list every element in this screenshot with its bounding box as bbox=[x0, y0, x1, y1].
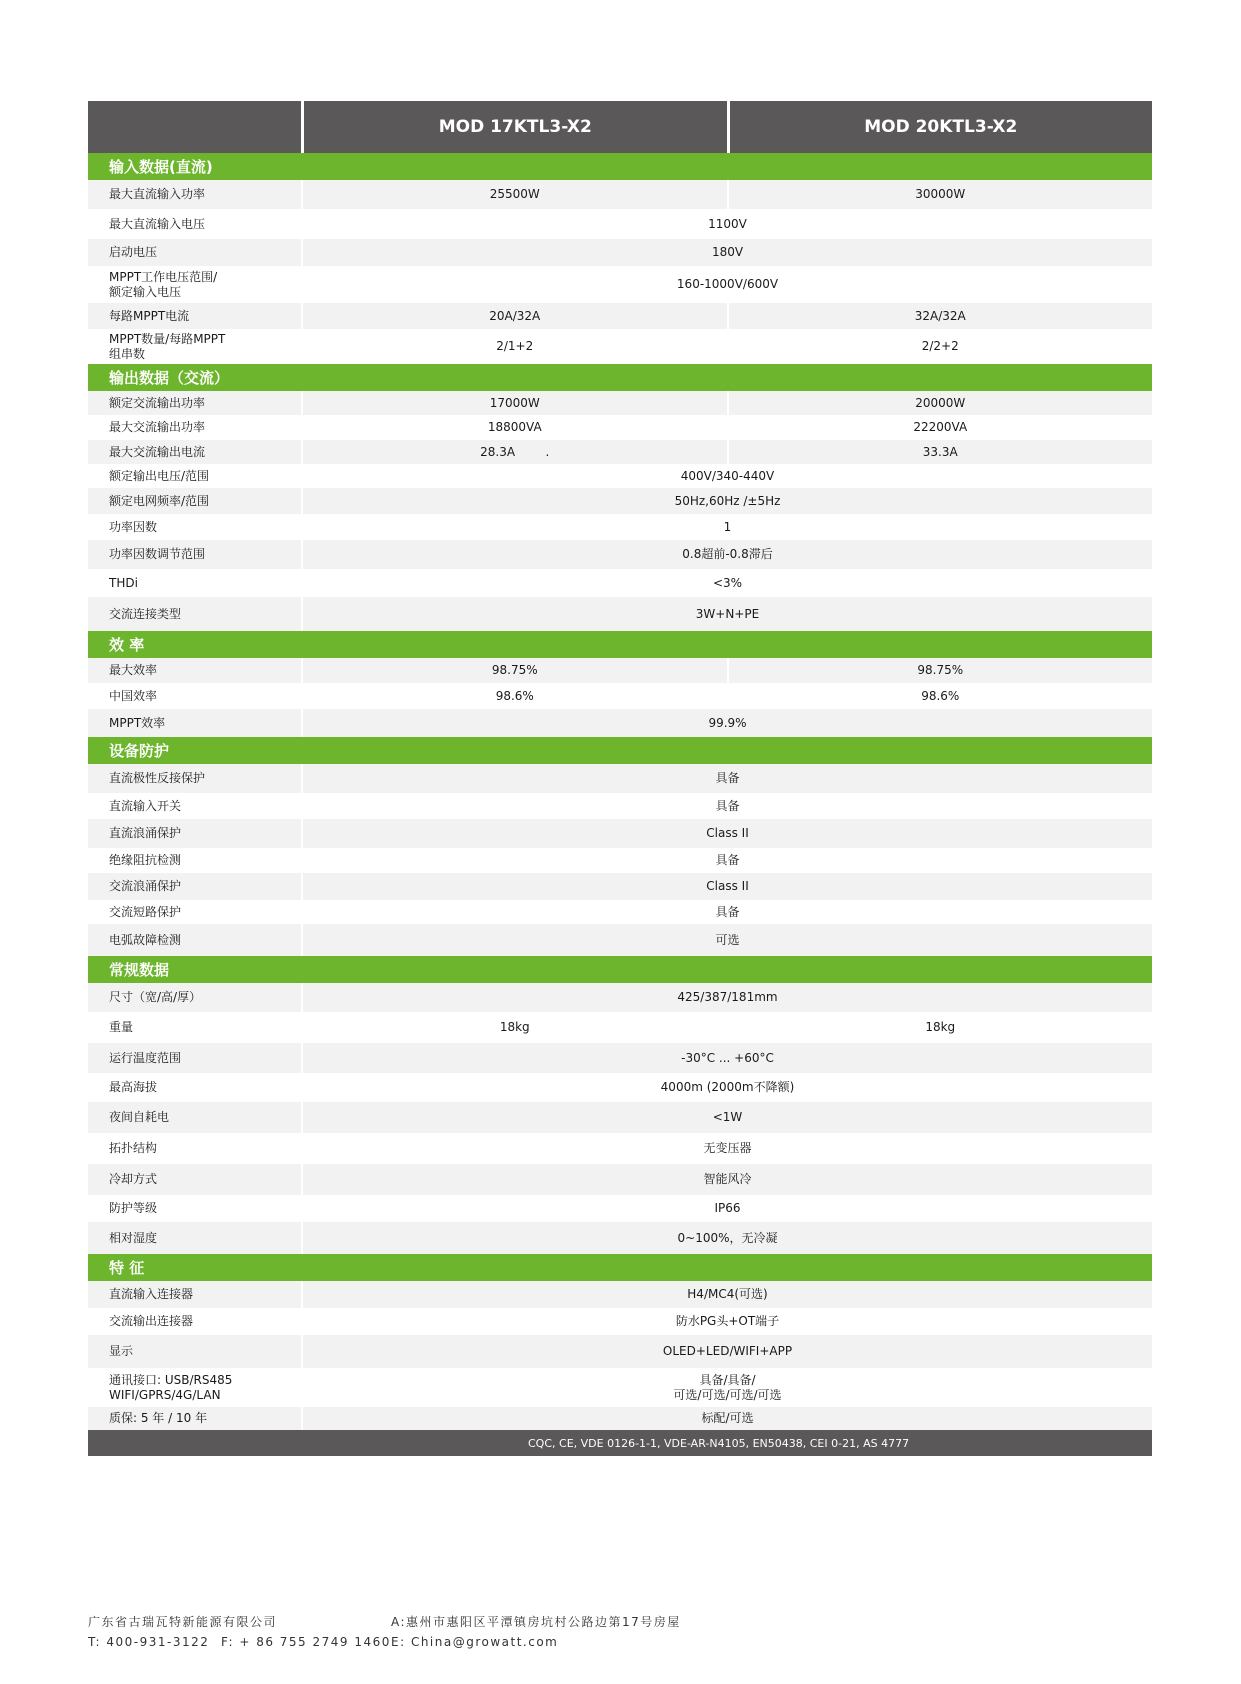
spec-label bbox=[88, 569, 301, 597]
spec-row bbox=[88, 1368, 1152, 1407]
spec-value-shared bbox=[301, 488, 1152, 514]
spec-label bbox=[88, 924, 301, 956]
spec-value-line: 180V bbox=[711, 245, 744, 259]
spec-label-line: 额定输入电压 bbox=[109, 284, 182, 299]
header-blank-cell bbox=[88, 101, 301, 153]
spec-value-line: 50Hz,60Hz /±5Hz bbox=[674, 493, 781, 508]
spec-label bbox=[88, 266, 301, 303]
page-footer bbox=[88, 1612, 681, 1652]
spec-label bbox=[88, 1222, 301, 1254]
spec-label-line: MPPT工作电压范围/ bbox=[109, 269, 218, 284]
spec-value-shared bbox=[301, 709, 1152, 737]
spec-value-shared bbox=[301, 514, 1152, 540]
spec-label bbox=[88, 873, 301, 900]
spec-sections bbox=[88, 153, 1152, 1430]
spec-label-line: 绝缘阻抗检测 bbox=[109, 853, 182, 867]
spec-value: 18800VA bbox=[301, 415, 727, 440]
spec-value: 30000W bbox=[727, 180, 1153, 209]
spec-value-shared bbox=[301, 1102, 1152, 1133]
spec-row bbox=[88, 793, 1152, 819]
spec-label-line: THDi bbox=[109, 575, 138, 590]
phone-number: T: 400-931-3122 bbox=[88, 1635, 210, 1649]
spec-label-line: 运行温度范围 bbox=[109, 1050, 182, 1065]
spec-label-line: 中国效率 bbox=[109, 688, 158, 703]
spec-row bbox=[88, 819, 1152, 848]
spec-value-line: 标配/可选 bbox=[701, 1411, 754, 1425]
spec-label-line: 防护等级 bbox=[109, 1201, 158, 1215]
spec-row bbox=[88, 983, 1152, 1012]
spec-value-line: 可选/可选/可选/可选 bbox=[673, 1387, 782, 1402]
spec-label-line: 直流输入连接器 bbox=[109, 1287, 194, 1301]
spec-row bbox=[88, 873, 1152, 900]
spec-label bbox=[88, 658, 301, 683]
spec-value: 98.75% bbox=[301, 658, 727, 683]
spec-row bbox=[88, 658, 1152, 683]
spec-row bbox=[88, 1133, 1152, 1164]
spec-label bbox=[88, 303, 301, 329]
spec-value-shared bbox=[301, 1335, 1152, 1368]
spec-label bbox=[88, 1164, 301, 1195]
spec-label bbox=[88, 440, 301, 464]
spec-label-line: 直流输入开关 bbox=[109, 798, 182, 813]
spec-row bbox=[88, 540, 1152, 569]
spec-label bbox=[88, 1043, 301, 1073]
spec-row bbox=[88, 1073, 1152, 1102]
spec-label-line: 直流浪涌保护 bbox=[109, 826, 182, 840]
spec-row bbox=[88, 1164, 1152, 1195]
spec-value-shared bbox=[301, 873, 1152, 900]
spec-row bbox=[88, 266, 1152, 303]
spec-label bbox=[88, 983, 301, 1012]
spec-label bbox=[88, 1335, 301, 1368]
spec-value-shared bbox=[301, 1043, 1152, 1073]
spec-label bbox=[88, 709, 301, 737]
spec-label bbox=[88, 848, 301, 873]
spec-row bbox=[88, 1043, 1152, 1073]
spec-label bbox=[88, 1407, 301, 1430]
spec-value-line: 无变压器 bbox=[703, 1141, 752, 1155]
spec-label-line: 显示 bbox=[109, 1344, 134, 1358]
spec-value-shared bbox=[301, 1222, 1152, 1254]
spec-value: 28.3A . bbox=[301, 440, 727, 464]
spec-value: 33.3A bbox=[727, 440, 1153, 464]
spec-value: 20A/32A bbox=[301, 303, 727, 329]
spec-value-line: Class II bbox=[706, 826, 749, 840]
spec-value-shared bbox=[301, 239, 1152, 266]
certifications-text: CQC, CE, VDE 0126-1-1, VDE-AR-N4105, EN50438, CEI 0-21, AS 4777 bbox=[528, 1436, 910, 1450]
fax-number: F: + 86 755 2749 1460 bbox=[221, 1635, 391, 1649]
spec-value-line: 160-1000V/600V bbox=[676, 277, 779, 291]
spec-label-line: 交流输出连接器 bbox=[109, 1314, 194, 1328]
spec-label-line: 最高海拔 bbox=[109, 1080, 158, 1094]
spec-label-line: 冷却方式 bbox=[109, 1172, 158, 1186]
spec-value-line: 99.9% bbox=[708, 715, 747, 730]
spec-label-line: 直流极性反接保护 bbox=[109, 771, 206, 785]
spec-label bbox=[88, 1195, 301, 1222]
spec-label bbox=[88, 415, 301, 440]
section-header: 特 征 bbox=[88, 1254, 1152, 1281]
spec-label bbox=[88, 793, 301, 819]
spec-value: 22200VA bbox=[727, 415, 1153, 440]
spec-value-line: 4000m (2000m不降额) bbox=[660, 1080, 795, 1094]
spec-value-line: H4/MC4(可选) bbox=[687, 1287, 768, 1301]
spec-label-line: 额定输出电压/范围 bbox=[109, 468, 210, 483]
spec-value-line: 防水PG头+OT端子 bbox=[675, 1314, 780, 1328]
spec-value-shared bbox=[301, 1407, 1152, 1430]
spec-label-line: 最大直流输入功率 bbox=[109, 187, 206, 201]
spec-label bbox=[88, 488, 301, 514]
spec-value-line: 1100V bbox=[708, 216, 747, 231]
spec-row bbox=[88, 569, 1152, 597]
spec-value-shared bbox=[301, 900, 1152, 924]
spec-value-line: 3W+N+PE bbox=[695, 606, 760, 621]
spec-label-line: 启动电压 bbox=[109, 245, 158, 259]
spec-value-line: 400V/340-440V bbox=[680, 468, 775, 483]
spec-value-shared bbox=[301, 1368, 1152, 1407]
spec-value-shared bbox=[301, 1281, 1152, 1308]
spec-value-line: 0~100%，无冷凝 bbox=[677, 1230, 778, 1245]
spec-row bbox=[88, 1308, 1152, 1335]
spec-value: 17000W bbox=[301, 391, 727, 415]
spec-label-line: 最大效率 bbox=[109, 663, 158, 677]
spec-row bbox=[88, 488, 1152, 514]
spec-row bbox=[88, 1195, 1152, 1222]
spec-value-shared bbox=[301, 569, 1152, 597]
spec-value-line: Class II bbox=[706, 879, 749, 893]
spec-value: 98.6% bbox=[727, 683, 1153, 709]
spec-value-line: 具备 bbox=[715, 771, 740, 785]
spec-value-line: 智能风冷 bbox=[703, 1172, 752, 1186]
spec-value: 2/1+2 bbox=[301, 329, 727, 364]
spec-label bbox=[88, 239, 301, 266]
spec-label bbox=[88, 391, 301, 415]
spec-label-line: 额定交流输出功率 bbox=[109, 395, 206, 410]
spec-row bbox=[88, 764, 1152, 793]
company-address: A:惠州市惠阳区平潭镇房坑村公路边第17号房屋 bbox=[391, 1615, 681, 1629]
spec-label bbox=[88, 540, 301, 569]
spec-value: 18kg bbox=[301, 1012, 727, 1043]
spec-row bbox=[88, 464, 1152, 488]
spec-row bbox=[88, 900, 1152, 924]
spec-value-shared bbox=[301, 540, 1152, 569]
section-header: 效 率 bbox=[88, 631, 1152, 658]
spec-label-line: MPPT效率 bbox=[109, 715, 166, 730]
spec-row bbox=[88, 1407, 1152, 1430]
spec-row bbox=[88, 239, 1152, 266]
spec-label bbox=[88, 464, 301, 488]
email-address: E: China@growatt.com bbox=[391, 1635, 559, 1649]
spec-row bbox=[88, 1102, 1152, 1133]
spec-value-shared bbox=[301, 1164, 1152, 1195]
spec-value-shared bbox=[301, 924, 1152, 956]
spec-label-line: 额定电网频率/范围 bbox=[109, 493, 210, 508]
spec-value-line: 可选 bbox=[715, 932, 740, 947]
spec-row bbox=[88, 1222, 1152, 1254]
spec-value-line: 具备/具备/ bbox=[699, 1372, 756, 1387]
spec-row bbox=[88, 329, 1152, 364]
spec-value-line: -30°C ... +60°C bbox=[681, 1050, 774, 1065]
spec-value-line: <1W bbox=[712, 1110, 743, 1124]
spec-value: 2/2+2 bbox=[727, 329, 1153, 364]
spec-value-shared bbox=[301, 1133, 1152, 1164]
spec-label-line: 交流连接类型 bbox=[109, 606, 182, 621]
section-header: 输出数据（交流） bbox=[88, 364, 1152, 391]
spec-label bbox=[88, 1073, 301, 1102]
spec-value-line: IP66 bbox=[714, 1201, 741, 1215]
spec-label bbox=[88, 683, 301, 709]
spec-label-line: 尺寸（宽/高/厚） bbox=[109, 990, 202, 1004]
spec-value-line: OLED+LED/WIFI+APP bbox=[662, 1344, 793, 1358]
spec-label-line: 相对湿度 bbox=[109, 1230, 158, 1245]
spec-value: 25500W bbox=[301, 180, 727, 209]
company-name: 广东省古瑞瓦特新能源有限公司 bbox=[88, 1615, 278, 1629]
spec-label-line: 拓扑结构 bbox=[109, 1141, 158, 1155]
spec-value-shared bbox=[301, 819, 1152, 848]
spec-label-line: 组串数 bbox=[109, 346, 146, 361]
spec-label bbox=[88, 900, 301, 924]
spec-label-line: 功率因数 bbox=[109, 519, 158, 534]
spec-label-line: MPPT数量/每路MPPT bbox=[109, 331, 226, 346]
spec-row bbox=[88, 514, 1152, 540]
spec-table bbox=[88, 101, 1152, 1456]
spec-label-line: 最大交流输出电流 bbox=[109, 444, 206, 459]
spec-label-line: 重量 bbox=[109, 1020, 134, 1034]
spec-value-shared bbox=[301, 793, 1152, 819]
model-name: MOD 17KTL3-X2 bbox=[301, 101, 727, 153]
spec-label bbox=[88, 1281, 301, 1308]
spec-label-line: 通讯接口: USB/RS485 bbox=[109, 1372, 233, 1387]
spec-value-shared bbox=[301, 983, 1152, 1012]
spec-value-line: 425/387/181mm bbox=[677, 990, 778, 1004]
spec-value-line: 0.8超前-0.8滞后 bbox=[682, 547, 773, 561]
spec-label-line: 电弧故障检测 bbox=[109, 932, 182, 947]
spec-value-shared bbox=[301, 764, 1152, 793]
spec-label bbox=[88, 819, 301, 848]
spec-value-shared bbox=[301, 848, 1152, 873]
spec-value-shared bbox=[301, 209, 1152, 239]
spec-value: 18kg bbox=[727, 1012, 1153, 1043]
spec-label-line: 质保: 5 年 / 10 年 bbox=[109, 1411, 208, 1425]
spec-value: 98.6% bbox=[301, 683, 727, 709]
spec-row bbox=[88, 440, 1152, 464]
spec-value-shared bbox=[301, 597, 1152, 631]
spec-label bbox=[88, 329, 301, 364]
spec-value-line: 1 bbox=[723, 519, 732, 534]
spec-row bbox=[88, 1012, 1152, 1043]
spec-value-line: 具备 bbox=[715, 798, 740, 813]
spec-row bbox=[88, 209, 1152, 239]
spec-value-shared bbox=[301, 1195, 1152, 1222]
spec-row bbox=[88, 415, 1152, 440]
spec-row bbox=[88, 709, 1152, 737]
model-header bbox=[88, 101, 1152, 153]
spec-value-shared bbox=[301, 1308, 1152, 1335]
spec-label-line: WIFI/GPRS/4G/LAN bbox=[109, 1387, 221, 1402]
spec-label bbox=[88, 1133, 301, 1164]
spec-value-line: <3% bbox=[712, 575, 743, 590]
spec-label-line: 每路MPPT电流 bbox=[109, 308, 190, 323]
section-header: 设备防护 bbox=[88, 737, 1152, 764]
spec-row bbox=[88, 683, 1152, 709]
section-header: 常规数据 bbox=[88, 956, 1152, 983]
spec-value: 98.75% bbox=[727, 658, 1153, 683]
spec-row bbox=[88, 180, 1152, 209]
spec-label bbox=[88, 1012, 301, 1043]
spec-row bbox=[88, 1335, 1152, 1368]
spec-value-shared bbox=[301, 464, 1152, 488]
spec-value-line: 具备 bbox=[715, 853, 740, 867]
model-name: MOD 20KTL3-X2 bbox=[727, 101, 1153, 153]
spec-value: 32A/32A bbox=[727, 303, 1153, 329]
certifications-bar bbox=[88, 1430, 1152, 1456]
spec-row bbox=[88, 1281, 1152, 1308]
spec-label bbox=[88, 597, 301, 631]
spec-row bbox=[88, 303, 1152, 329]
spec-row bbox=[88, 597, 1152, 631]
spec-value-line: 具备 bbox=[715, 904, 740, 919]
spec-label-line: 交流短路保护 bbox=[109, 904, 182, 919]
spec-label-line: 交流浪涌保护 bbox=[109, 879, 182, 893]
spec-label-line: 最大交流输出功率 bbox=[109, 420, 206, 434]
spec-label bbox=[88, 514, 301, 540]
spec-value-shared bbox=[301, 1073, 1152, 1102]
spec-label bbox=[88, 1308, 301, 1335]
spec-row bbox=[88, 391, 1152, 415]
spec-row bbox=[88, 848, 1152, 873]
spec-row bbox=[88, 924, 1152, 956]
spec-label bbox=[88, 180, 301, 209]
spec-label-line: 最大直流输入电压 bbox=[109, 216, 206, 231]
spec-value-shared bbox=[301, 266, 1152, 303]
spec-label-line: 夜间自耗电 bbox=[109, 1110, 170, 1124]
spec-label-line: 功率因数调节范围 bbox=[109, 547, 206, 561]
spec-label bbox=[88, 1102, 301, 1133]
section-header: 输入数据(直流) bbox=[88, 153, 1152, 180]
spec-label bbox=[88, 209, 301, 239]
spec-label bbox=[88, 764, 301, 793]
spec-label bbox=[88, 1368, 301, 1407]
spec-value: 20000W bbox=[727, 391, 1153, 415]
